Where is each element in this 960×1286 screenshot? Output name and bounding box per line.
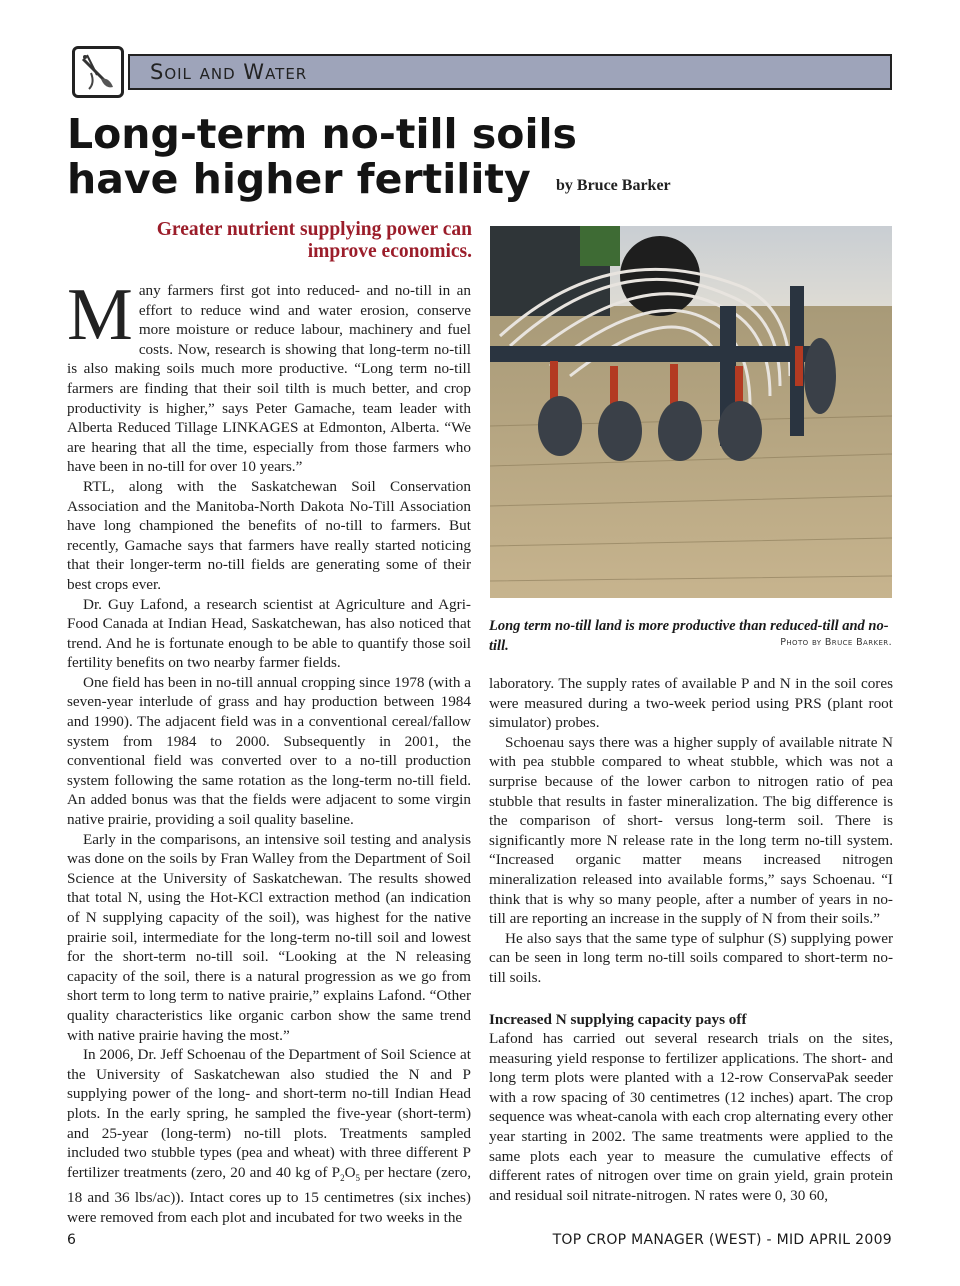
paragraph: laboratory. The supply rates of available P and N in the soil cores were measured during a two-week period using PRS (plant root simulator) probes. — [489, 675, 893, 732]
section-label: Soil and Water — [150, 60, 308, 84]
paragraph: Many farmers first got into reduced- and no-till in an effort to reduce wind and water erosion, conserve more moisture or reduce labour, machinery and fuel costs. Now, research is showing that long-term no-till is also making soils much more productive. “Long term no-till farmers are finding that their soil tilth is much better, and crop productivity is higher,” says Peter Gamache, team leader with Alberta Reduced Tillage LINKAGES at Edmonton, Alberta. “We are hearing that all the time, especially from those farmers who have been in no-till for over 10 years.” — [67, 274, 471, 476]
photo-caption: Long term no-till land is more productive than reduced-till and no-till. — [489, 618, 889, 654]
right-column — [489, 674, 893, 1205]
paragraph: Schoenau says there was a higher supply of available nitrate N with pea stubble compared to wheat stubble, which was not a surprise because of the lower carbon to nitrogen ratio of pea stubble that results in faster mineralization. The big difference is the comparison of short- versus long-term soil. There is significantly more N release rate in the long term no-till system. “Increased organic matter means increased nitrogen mineralization released into available forms,” says Schoenau. “I think that is why so many people, after a number of years in no-till are reporting an increase in the supply of N from their soils.” — [489, 733, 893, 928]
photo-credit: Photo by Bruce Barker. — [780, 637, 892, 648]
subhead: Increased N supplying capacity pays off — [489, 1010, 747, 1028]
article-deck: Greater nutrient supplying power can improve economics. — [156, 219, 472, 262]
paragraph: He also says that the same type of sulphur (S) supplying power can be seen in long term no-till soils compared to short-term no-till soils. — [489, 929, 893, 986]
plow-icon — [72, 46, 124, 98]
paragraph: Early in the comparisons, an intensive soil testing and analysis was done on the soils by Fran Walley from the Department of Soil Science at the University of Saskatchewan. The results showed that total N, using the Hot-KCl extraction method (an indication of N supplying capacity of the soil), was highest for the native prairie soil, intermediate for the long-term no-till soil and lowest for the short-term no-till soil. “Looking at the N releasing capacity of the soil, there is a natural progression as we go from short term to long term to native prairie,” explains Lafond. “Other quality characteristics like organic carbon show the same trend with native prairie having the most.” — [67, 830, 471, 1044]
byline: by Bruce Barker — [556, 177, 671, 194]
publication-footer: TOP CROP MANAGER (WEST) - MID APRIL 2009 — [552, 1232, 892, 1248]
left-column — [67, 274, 471, 1228]
paragraph: Lafond has carried out several research trials on the sites, measuring yield response to fertilizer applications. The short- and long term plots were planted with a 12-row ConservaPak seeder with a row spacing of 30 centimetres (12 inches) apart. The crop sequence was wheat-canola with each crop alternating every other year starting in 2002. The same treatments were applied to the same plots each year to measure the cumulative effects of different rates of nitrogen over time on grain yield, grain protein and residual soil nitrate-nitrogen. N rates were 0, 30 60, — [489, 1030, 893, 1204]
paragraph: One field has been in no-till annual cropping since 1978 (with a seven-year interlude of grass and hay production between 1984 and 1990). The adjacent field was in a conventional cereal/fallow system from 1984 to 2000. Subsequently in 2001, the conventional field was converted over to a no-till production system following the same rotation as the long-term no-till field. An added bonus was that the fields were adjacent to some virgin native prairie, providing a soil quality baseline. — [67, 673, 471, 829]
article-headline: Long-term no-till soils have higher fertility — [67, 110, 577, 203]
paragraph: RTL, along with the Saskatchewan Soil Conservation Association and the Manitoba-North Dakota No-Till Association have long championed the benefits of no-till to farmers. But recently, Gamache says that farmers have really started noticing that their longer-term no-till fields are generating some of their best crops ever. — [67, 477, 471, 593]
paragraph: Dr. Guy Lafond, a research scientist at Agriculture and Agri-Food Canada at Indian Head, Saskatchewan, has also noticed that trend. And he is fortunate enough to be able to quantify those soil fertility benefits on two nearby farmer fields. — [67, 595, 471, 672]
drop-cap: M — [67, 274, 133, 356]
section-header — [72, 46, 892, 100]
page-number: 6 — [67, 1232, 76, 1248]
seeder-photo — [490, 226, 892, 598]
paragraph: In 2006, Dr. Jeff Schoenau of the Department of Soil Science at the University of Saskatchewan also studied the N and P supplying power of the long- and short-term no-till Indian Head plots. In the early spring, he sampled the five-year (short-term) and 25-year (long-term) no-till plots. Treatments sampled included two stubble types (pea and wheat) with three different P fertilizer treatments (zero, 20 and 40 kg of $P_2O_5$ per hectare (zero, 18 and 36 lbs/ac)). Intact cores up to 15 centimetres (six inches) were removed from each plot and incubated for two weeks in the — [67, 1046, 471, 1226]
